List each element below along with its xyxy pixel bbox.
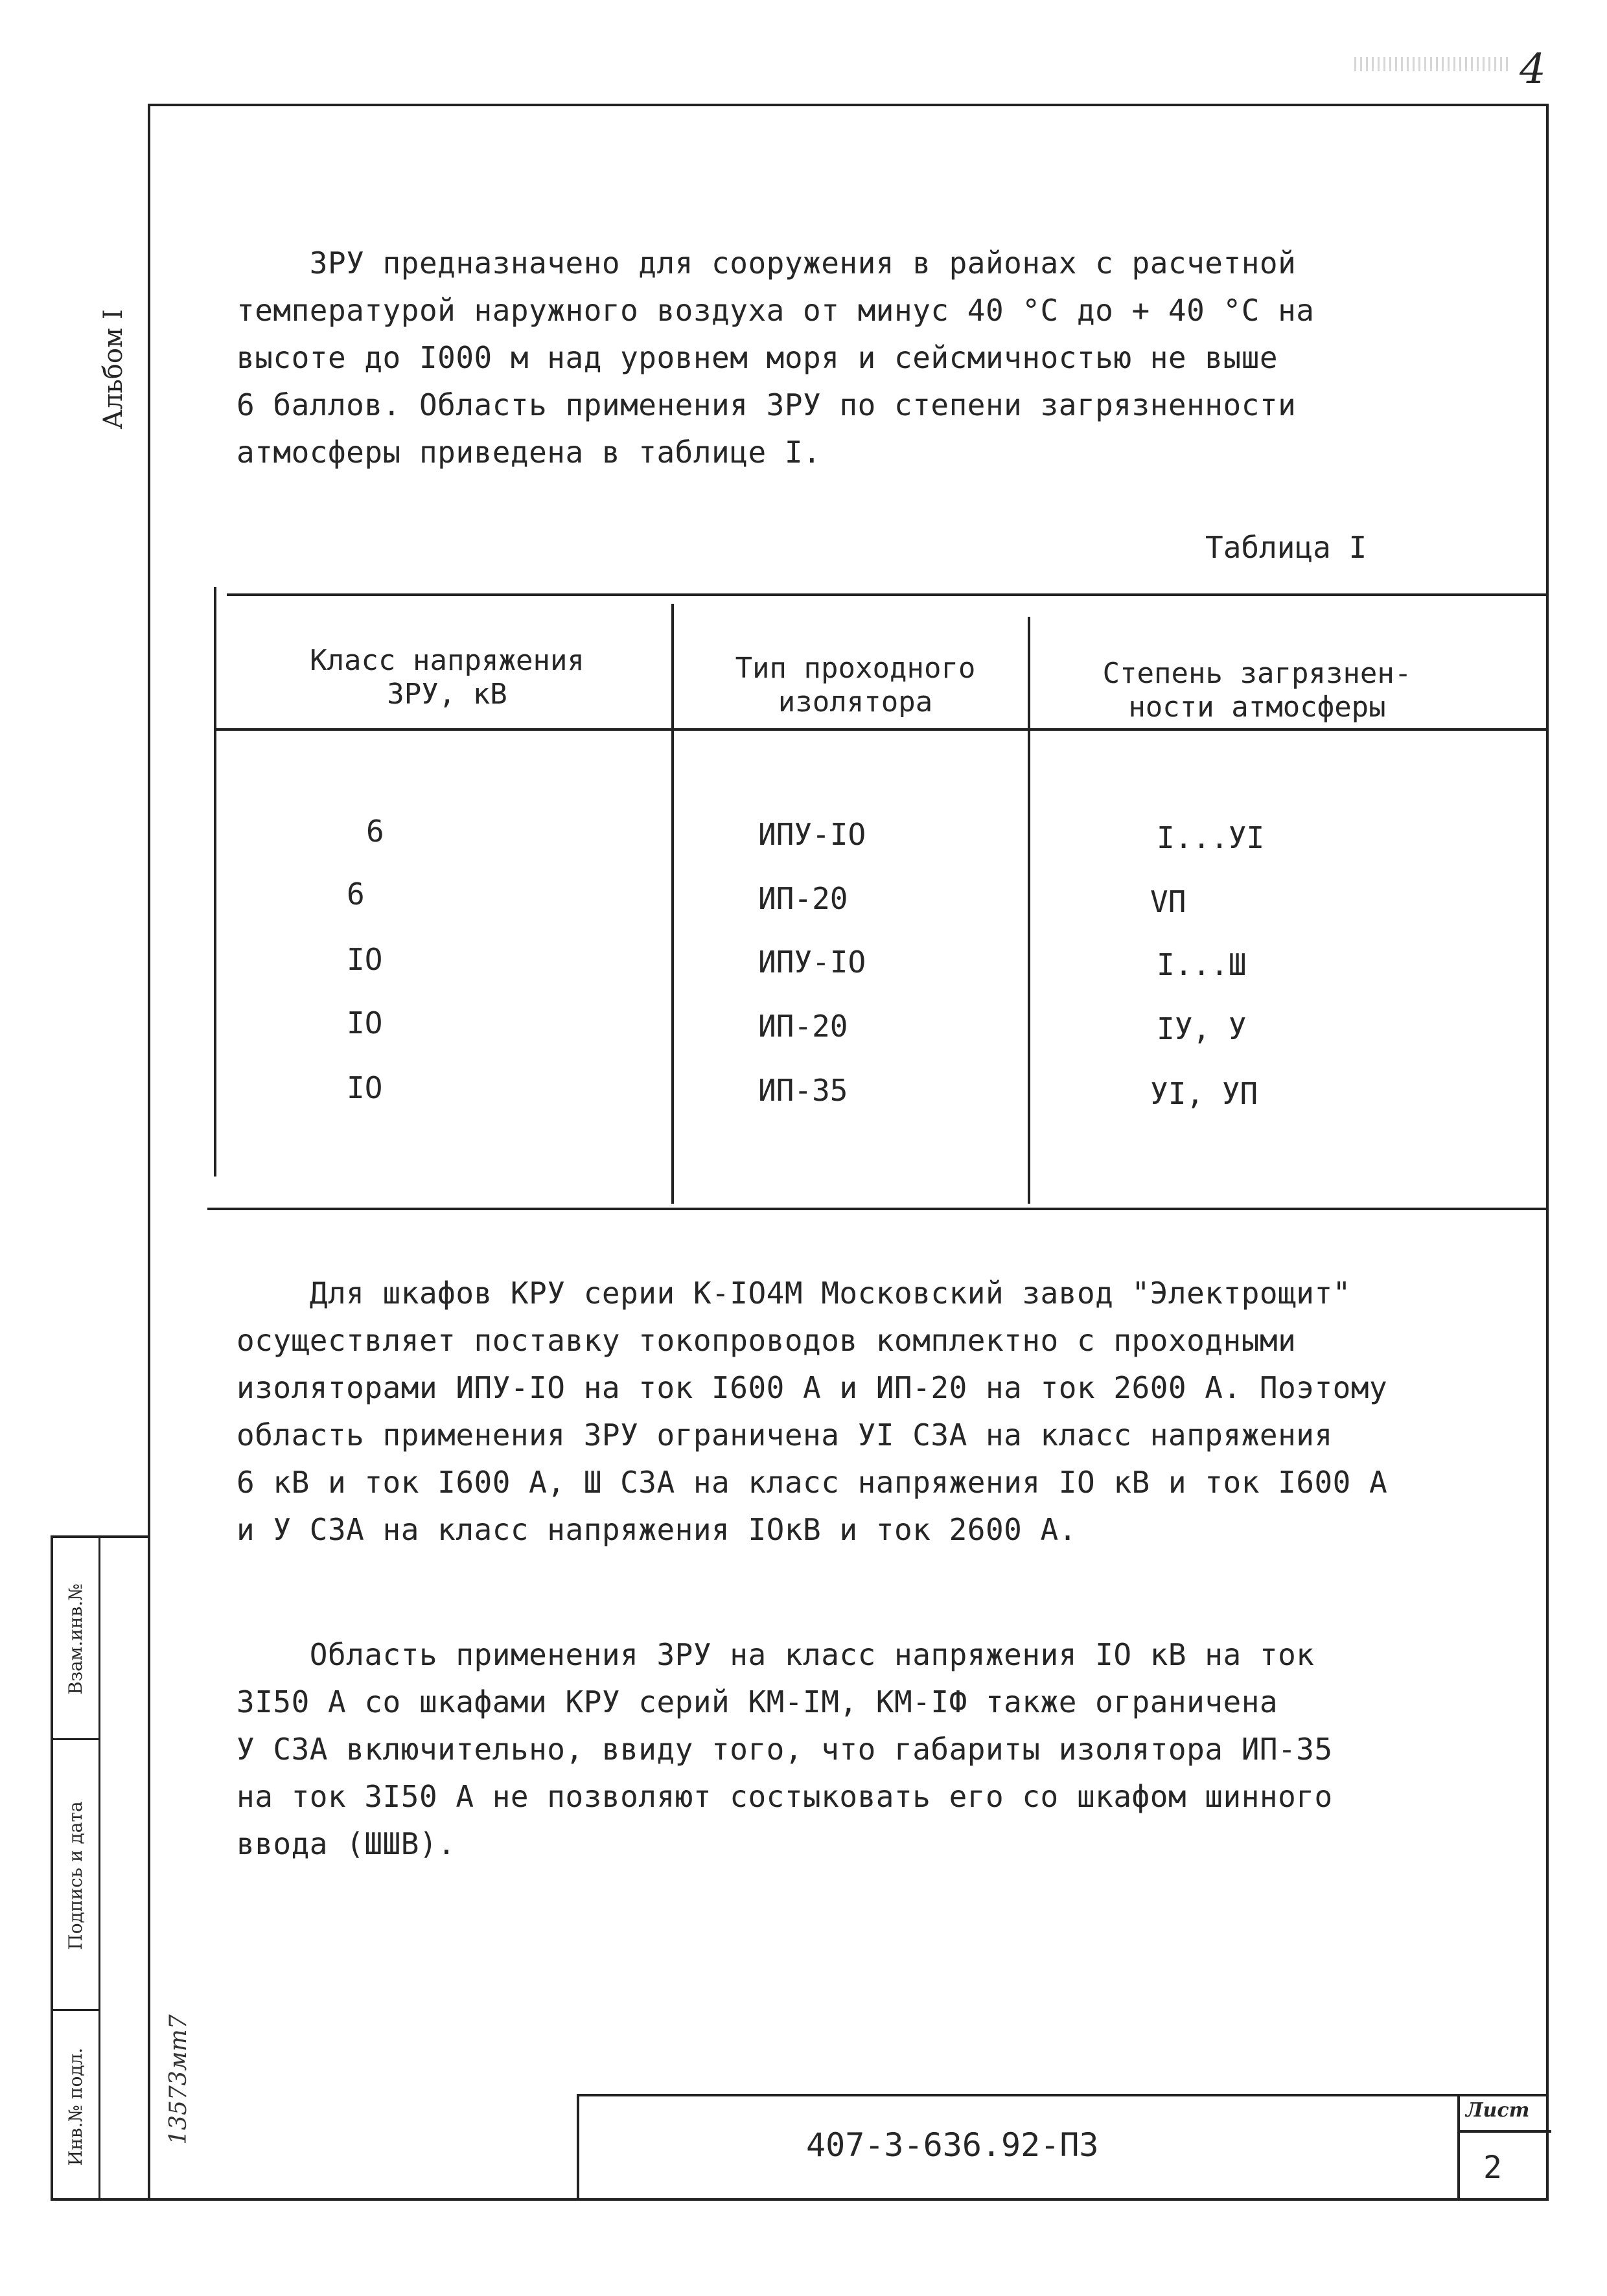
scan-artifact [1354,57,1510,71]
text-line: 3I50 А со шкафами КРУ серий КМ-IМ, КМ-IФ также ограничена [237,1684,1278,1719]
table-caption: Таблица I [1205,530,1367,565]
document-code: 407-3-636.92-ПЗ [806,2126,1099,2164]
title-block [577,2094,1549,2201]
table-left-border [214,587,216,1177]
table-top-border [227,593,1549,596]
text-line: 6 баллов. Область применения ЗРУ по степени загрязненности [237,387,1297,422]
table-cell: 6 [347,877,365,912]
header-voltage-class [246,644,648,711]
table-column-divider [1028,617,1030,1204]
sheet-number: 2 [1483,2150,1502,2186]
table-cell: ИП-35 [758,1073,848,1108]
table-column-divider [671,604,674,1204]
table-cell: I...УI [1157,820,1265,855]
header-line: Тип проходного [735,652,976,685]
pollution-table [207,587,1549,1209]
text-line: на ток 3I50 А не позволяют состыковать его со шкафом шинного [237,1779,1333,1814]
table-header-border [215,728,1549,731]
page-number: 4 [1520,45,1546,93]
title-block-divider [1457,2130,1551,2133]
title-block-divider [1457,2096,1460,2201]
table-cell: ИП-20 [758,1009,848,1044]
header-line: ЗРУ, кВ [387,678,507,711]
table-cell: I...Ш [1157,947,1247,982]
text-line: атмосферы приведена в таблице I. [237,435,822,470]
stamp-divider [98,1538,100,2198]
text-line: и У СЗА на класс напряжения IOкВ и ток 2600 А. [237,1512,1077,1547]
table-cell: IO [347,1005,383,1040]
header-insulator-type [687,652,1024,719]
header-line: изолятора [778,685,933,718]
header-line: Класс напряжения [310,644,584,677]
text-line: изоляторами ИПУ-IO на ток I600 А и ИП-20 на ток 2600 А. Поэтому [237,1370,1388,1405]
text-line: осуществляет поставку токопроводов комплектно с проходными [237,1323,1297,1358]
table-cell: ИПУ-IO [758,945,866,980]
table-cell: 6 [366,814,384,849]
text-line: ввода (ШШВ). [237,1826,456,1861]
text-line: температурой наружного воздуха от минус 40 °С до + 40 °С на [237,293,1315,328]
stamp-label-signature-date: Подпись и дата [65,1801,86,1950]
table-cell: IO [347,942,383,977]
album-label: Альбом I [98,309,128,430]
table-cell: IУ, У [1157,1011,1247,1046]
table-cell: VП [1150,884,1186,919]
text-line: область применения ЗРУ ограничена УI СЗА на класс напряжения [237,1418,1333,1452]
table-cell: ИП-20 [758,881,848,916]
text-line: ЗРУ предназначено для сооружения в районах с расчетной [237,246,1297,281]
stamp-label-original-inv: Инв.№ подл. [65,2047,86,2166]
sheet-label: Лист [1466,2099,1530,2122]
table-cell: УI, УП [1150,1076,1258,1111]
inventory-number: 13573мт7 [165,2014,192,2145]
header-line: Степень загрязнен- [1102,657,1412,690]
table-cell: IO [347,1070,383,1105]
table-bottom-border [207,1208,1549,1210]
text-line: Для шкафов КРУ серии К-IO4M Московский завод "Электрощит" [237,1276,1351,1311]
header-pollution-degree [1043,657,1471,724]
header-line: ности атмосферы [1128,691,1386,724]
side-stamp-strip [51,1535,148,2201]
text-line: высоте до I000 м над уровнем моря и сейсмичностью не выше [237,340,1278,375]
table-cell: ИПУ-IO [758,817,866,852]
stamp-label-replace-inv: Взам.инв.№ [65,1583,86,1695]
text-line: Область применения ЗРУ на класс напряжения IO кВ на ток [237,1637,1315,1672]
text-line: У СЗА включительно, ввиду того, что габариты изолятора ИП-35 [237,1732,1333,1767]
text-line: 6 кВ и ток I600 А, Ш СЗА на класс напряжения IO кВ и ток I600 А [237,1465,1388,1500]
